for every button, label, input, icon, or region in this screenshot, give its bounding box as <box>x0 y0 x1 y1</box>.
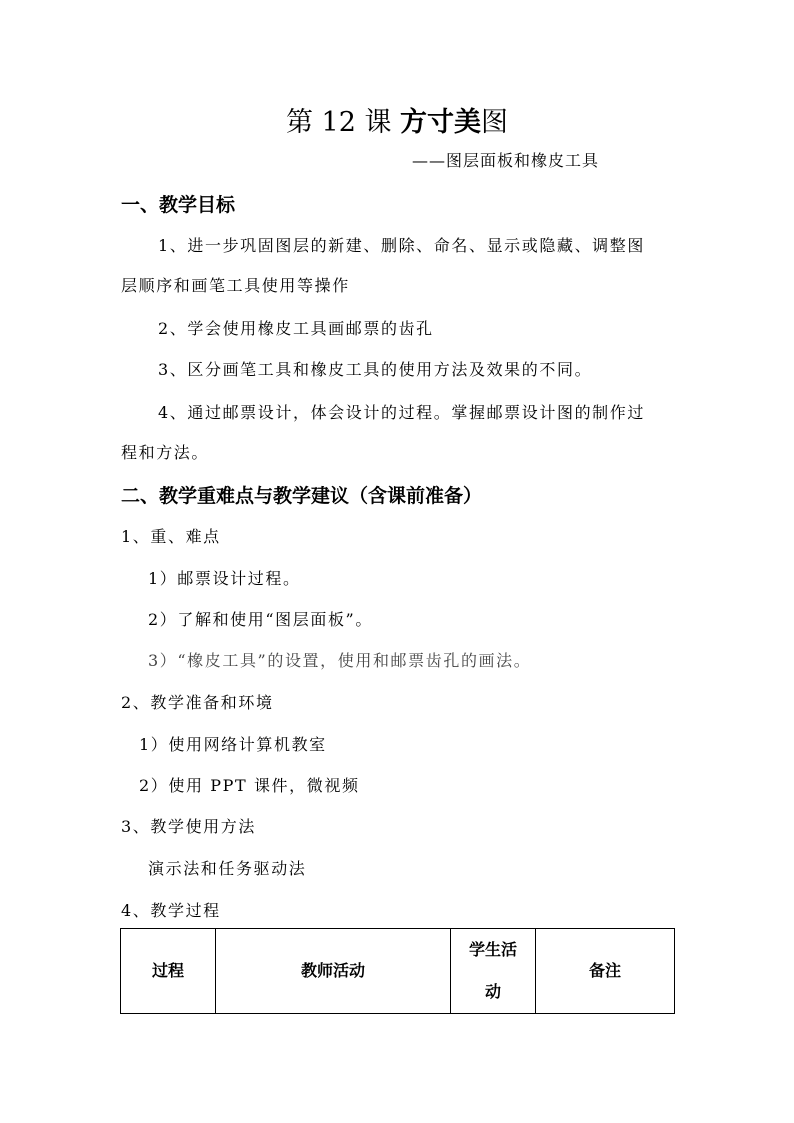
key-point-3: 3）“橡皮工具”的设置，使用和邮票齿孔的画法。 <box>148 651 532 670</box>
section-heading-key-points: 二、教学重难点与教学建议（含课前准备） <box>121 485 483 507</box>
title-prefix: 第 12 课 <box>285 107 401 138</box>
process-table <box>120 928 675 1014</box>
lesson-title <box>0 100 794 139</box>
goal-3: 3、区分画笔工具和橡皮工具的使用方法及效果的不同。 <box>158 360 593 379</box>
goal-1-line-2: 层顺序和画笔工具使用等操作 <box>121 276 350 295</box>
header-process: 过程 <box>121 929 216 1014</box>
subheading-key-points: 1、重、难点 <box>121 527 221 546</box>
key-point-2: 2）了解和使用“图层面板”。 <box>148 610 373 629</box>
subheading-preparation: 2、教学准备和环境 <box>121 693 274 712</box>
key-point-1: 1）邮票设计过程。 <box>148 569 301 588</box>
subheading-methods: 3、教学使用方法 <box>121 817 256 836</box>
header-notes: 备注 <box>536 929 675 1014</box>
subheading-process: 4、教学过程 <box>121 901 221 920</box>
lesson-subtitle: ——图层面板和橡皮工具 <box>412 151 600 170</box>
header-student-activity: 学生活动 <box>451 929 536 1014</box>
goal-4-line-1: 4、通过邮票设计，体会设计的过程。掌握邮票设计图的制作过 <box>158 403 645 422</box>
goal-4-line-2: 程和方法。 <box>121 443 210 462</box>
table-header-row <box>121 929 675 1014</box>
methods-text: 演示法和任务驱动法 <box>148 859 307 878</box>
title-bold: 方寸美 <box>400 107 482 138</box>
goal-2: 2、学会使用橡皮工具画邮票的齿孔 <box>158 319 434 338</box>
title-last: 图 <box>481 107 509 138</box>
section-heading-goals: 一、教学目标 <box>121 194 236 216</box>
preparation-1: 1）使用网络计算机教室 <box>139 735 327 754</box>
preparation-2: 2）使用 PPT 课件，微视频 <box>139 776 360 795</box>
goal-1-line-1: 1、进一步巩固图层的新建、删除、命名、显示或隐藏、调整图 <box>158 236 645 255</box>
header-teacher-activity: 教师活动 <box>216 929 451 1014</box>
